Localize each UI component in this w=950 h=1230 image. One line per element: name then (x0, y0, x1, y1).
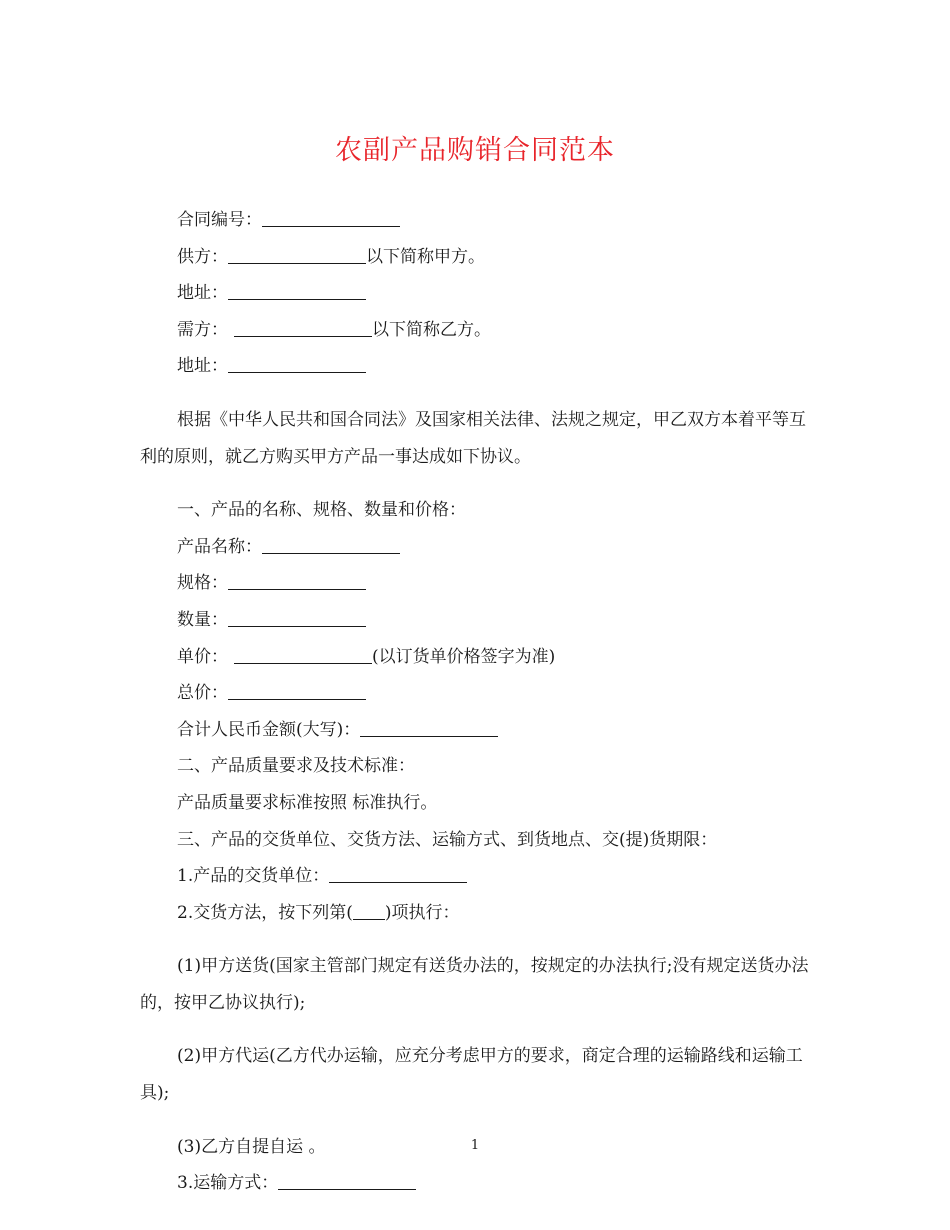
unit-price-blank[interactable] (234, 645, 372, 664)
quantity-line (140, 602, 815, 639)
unit-price-label: 单价： (177, 646, 228, 667)
delivery-unit-blank[interactable] (329, 864, 467, 883)
total-price-label: 总价： (177, 683, 228, 704)
supplier-line (140, 239, 815, 276)
supplier-address-label: 地址： (177, 283, 228, 304)
page-number: 1 (470, 1138, 480, 1153)
intro-paragraph: 根据《中华人民共和国合同法》及国家相关法律、法规之规定，甲乙双方本着平等互利的原则，就乙方购买甲方产品一事达成如下协议。 (140, 409, 806, 467)
delivery-unit-line (140, 858, 815, 895)
delivery-option-2: (2)甲方代运(乙方代办运输，应充分考虑甲方的要求，商定合理的运输路线和运输工具); (140, 1046, 803, 1104)
spec-label: 规格： (177, 573, 228, 594)
supplier-address-line (140, 275, 815, 312)
contract-number-blank[interactable] (262, 208, 400, 227)
contract-number-line (140, 202, 815, 239)
transport-method-line (140, 1165, 815, 1202)
total-rmb-label: 合计人民币金额(大写)： (177, 719, 361, 740)
quantity-label: 数量： (177, 609, 228, 630)
product-name-line (140, 529, 815, 566)
section3-heading: 三、产品的交货单位、交货方法、运输方式、到货地点、交(提)货期限： (177, 829, 718, 850)
product-name-blank[interactable] (262, 535, 400, 554)
buyer-address-label: 地址： (177, 356, 228, 377)
supplier-blank[interactable] (228, 245, 366, 264)
total-rmb-line (140, 712, 815, 749)
buyer-label: 需方： (177, 319, 228, 340)
delivery-method-prefix: 2.交货方法，按下列第( (177, 902, 353, 923)
delivery-method-suffix: )项执行： (384, 902, 460, 923)
delivery-method-blank[interactable] (353, 901, 385, 920)
buyer-suffix: 以下简称乙方。 (372, 319, 491, 340)
delivery-method-line (140, 895, 815, 932)
unit-price-line (140, 639, 815, 676)
spec-blank[interactable] (228, 571, 366, 590)
document-title: 农副产品购销合同范本 (335, 135, 615, 166)
supplier-address-blank[interactable] (228, 281, 366, 300)
transport-method-blank[interactable] (278, 1171, 416, 1190)
contract-number-label: 合同编号： (177, 210, 262, 230)
buyer-blank[interactable] (234, 318, 372, 337)
buyer-address-line (140, 348, 815, 385)
total-price-blank[interactable] (228, 681, 366, 700)
buyer-line (140, 312, 815, 349)
delivery-option-1: (1)甲方送货(国家主管部门规定有送货办法的，按规定的办法执行;没有规定送货办法的，按甲乙协议执行); (140, 956, 809, 1013)
total-price-line (140, 675, 815, 712)
total-rmb-blank[interactable] (360, 718, 498, 737)
buyer-address-blank[interactable] (228, 354, 366, 373)
section2-heading: 二、产品质量要求及技术标准： (177, 756, 415, 777)
supplier-label: 供方： (177, 246, 228, 267)
section1-heading: 一、产品的名称、规格、数量和价格： (177, 500, 466, 521)
delivery-unit-label: 1.产品的交货单位： (177, 866, 330, 887)
spec-line (140, 565, 815, 602)
quantity-blank[interactable] (228, 608, 366, 627)
transport-method-label: 3.运输方式： (177, 1173, 279, 1194)
document-body (140, 202, 815, 1202)
unit-price-note: (以订货单价格签字为准) (372, 646, 556, 667)
supplier-suffix: 以下简称甲方。 (366, 246, 485, 267)
product-name-label: 产品名称： (177, 536, 262, 557)
section2-text: 产品质量要求标准按照 标准执行。 (177, 792, 438, 813)
delivery-option-3: (3)乙方自提自运 。 (177, 1136, 326, 1157)
